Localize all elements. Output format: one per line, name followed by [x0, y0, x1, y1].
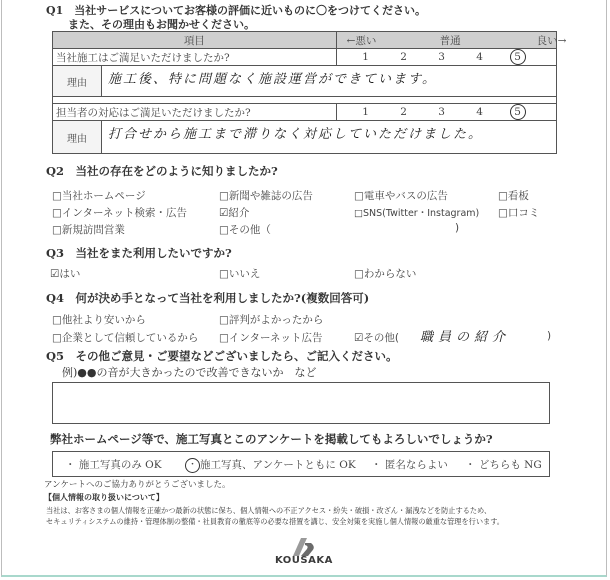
q4-other-close-paren: ): [547, 330, 552, 342]
scale-option[interactable]: 1: [362, 106, 369, 118]
checkbox-icon: □: [219, 332, 229, 344]
reason-field-2[interactable]: [102, 121, 557, 154]
option-label: 他社より安いから: [61, 314, 146, 326]
header-bad: ←悪い: [346, 35, 377, 47]
publish-option-photo-only[interactable]: [65, 457, 162, 472]
q4-title: Q4 何が決め手となって当社を利用しましたか?(複数回答可): [46, 291, 370, 305]
option-label: 評判がよかったから: [228, 314, 324, 326]
q2-option-word-of-mouth[interactable]: [498, 205, 539, 220]
q2-option-other[interactable]: [219, 222, 271, 237]
option-label: 施工写真、アンケートともに OK: [200, 459, 356, 471]
q5-title: Q5 その他ご意見・ご要望などございましたら、ご記入ください。: [46, 349, 398, 363]
q4-option-reputation[interactable]: [219, 312, 323, 327]
q3-title: Q3 当社をまた利用したいですか?: [46, 246, 232, 260]
publish-option-both[interactable]: [185, 457, 356, 473]
reason-label: 理由: [53, 66, 102, 97]
header-good: 良い→: [536, 35, 567, 47]
selected-circle: 5: [510, 104, 526, 120]
option-label: インターネット広告: [228, 332, 323, 344]
option-label: 企業として信頼しているから: [61, 332, 199, 344]
checkbox-icon: □: [52, 224, 62, 236]
checkbox-icon: □: [498, 190, 508, 202]
q5-example: 例)●●の音が大きかったので改善できないか など: [62, 366, 317, 379]
privacy-line-1: 当社は、お客さまの個人情報を正確かつ最新の状態に保ち、個人情報への不正アクセス・紛失・破損・改ざん・漏洩などを防止するため、: [46, 506, 492, 515]
scale-option[interactable]: 1: [362, 51, 369, 63]
option-label: その他（: [228, 224, 271, 236]
selected-circle: 5: [510, 49, 526, 65]
scale-option[interactable]: 3: [438, 106, 445, 118]
option-label: 匿名ならよい: [384, 459, 448, 471]
q4-option-cheaper[interactable]: [52, 312, 146, 327]
q2-other-close-paren: ): [455, 222, 460, 234]
option-label: インターネット検索・広告: [61, 207, 187, 219]
thanks-text: アンケートへのご協力ありがとうございました。: [44, 480, 231, 490]
rating-table: [52, 31, 567, 154]
scale-option-selected[interactable]: [499, 104, 537, 120]
scale-option[interactable]: 2: [400, 51, 407, 63]
checkbox-icon: □: [219, 190, 229, 202]
reason-field-1[interactable]: [102, 66, 557, 97]
checkbox-icon: □: [219, 268, 229, 280]
q2-option-newspaper[interactable]: [219, 188, 313, 203]
option-label: その他(: [363, 332, 400, 344]
q3-option-unsure[interactable]: [354, 266, 416, 281]
scale-option[interactable]: 3: [438, 51, 445, 63]
option-label: 看板: [507, 190, 529, 202]
checkbox-icon: □: [219, 314, 229, 326]
q1-subtitle: また、その理由もお聞かせください。: [68, 18, 255, 31]
q4-option-internet-ad[interactable]: [219, 330, 322, 345]
bullet-icon: ・: [465, 459, 476, 471]
option-label: どちらも NG: [478, 459, 542, 471]
row2-scale: [336, 104, 556, 121]
option-label: 新規訪問営業: [61, 224, 125, 236]
row1-scale: [336, 49, 556, 66]
q2-option-train-bus[interactable]: [354, 188, 448, 203]
option-label: 紹介: [228, 207, 250, 219]
kousaka-logo-mark-icon: [286, 537, 326, 557]
privacy-line-2: セキュリティシステムの維持・管理体制の整備・社員教育の徹底等の必要な措置を講じ、安全対策を実施し個人情報の厳重な管理を行います。: [46, 517, 504, 526]
q2-option-sns[interactable]: [354, 205, 479, 219]
reason-text-2: 打合せから施工まで滞りなく対応していただけました。: [108, 127, 484, 142]
option-label: いいえ: [228, 268, 261, 280]
reason-row-1: [53, 66, 557, 97]
option-label: 施工写真のみ OK: [78, 459, 162, 471]
spacer-row: [53, 97, 557, 104]
header-normal: 普通: [439, 35, 461, 47]
rating-header-row: [53, 32, 557, 49]
option-label: 新聞や雑誌の広告: [228, 190, 313, 202]
checkbox-icon: □: [52, 332, 62, 344]
rating-row-2: [53, 104, 557, 121]
checkbox-icon: □: [354, 190, 364, 202]
checkbox-icon: □: [498, 207, 508, 219]
row2-question: 担当者の対応はご満足いただけましたか?: [53, 104, 337, 121]
option-label: 電車やバスの広告: [363, 190, 448, 202]
q2-option-visit-sales[interactable]: [52, 222, 125, 237]
checkbox-icon: □: [52, 207, 62, 219]
header-scale: [336, 32, 567, 49]
checkbox-icon: □: [219, 224, 229, 236]
reason-row-2: [53, 121, 557, 154]
checkbox-checked-icon: ☑: [219, 207, 229, 219]
checkbox-icon: □: [354, 268, 364, 280]
scale-option-selected[interactable]: [499, 49, 537, 65]
selected-circle-icon: ・: [185, 458, 200, 473]
q2-option-homepage[interactable]: [52, 188, 146, 203]
privacy-heading: 【個人情報の取り扱いについて】: [44, 493, 164, 502]
q4-option-trust[interactable]: [52, 330, 198, 345]
q3-option-yes[interactable]: [50, 266, 80, 281]
bullet-icon: ・: [371, 459, 382, 471]
publish-option-neither[interactable]: [465, 457, 542, 472]
q3-option-no[interactable]: [219, 266, 260, 281]
q2-option-signboard[interactable]: [498, 188, 529, 203]
option-label: わからない: [363, 268, 417, 280]
q1-title: Q1 当社サービスについてお客様の評価に近いものに〇をつけてください。: [46, 4, 427, 17]
option-label: はい: [59, 268, 81, 280]
q4-option-other[interactable]: [354, 330, 399, 345]
reason-label: 理由: [53, 121, 102, 154]
publish-options-box: [52, 451, 550, 477]
option-label: SNS(Twitter・Instagram): [362, 208, 480, 219]
q4-other-handwritten[interactable]: 職員の紹介: [420, 330, 511, 345]
q2-title: Q2 当社の存在をどのように知りましたか?: [46, 164, 278, 178]
q2-option-referral[interactable]: [219, 205, 249, 220]
checkbox-checked-icon: ☑: [354, 332, 364, 344]
scale-option[interactable]: 4: [476, 106, 483, 118]
scale-option[interactable]: 4: [476, 51, 483, 63]
checkbox-icon: □: [52, 314, 62, 326]
option-label: 当社ホームページ: [61, 190, 146, 202]
publish-option-anonymous[interactable]: [371, 457, 448, 472]
checkbox-checked-icon: ☑: [50, 268, 60, 280]
checkbox-icon: □: [52, 190, 62, 202]
scale-option[interactable]: 2: [400, 106, 407, 118]
header-item: 項目: [53, 32, 337, 49]
row1-question: 当社施工はご満足いただけましたか?: [53, 49, 337, 66]
bullet-icon: ・: [65, 459, 76, 471]
reason-text-1: 施工後、特に問題なく施設運営ができています。: [108, 72, 437, 87]
rating-row-1: [53, 49, 557, 66]
q2-option-internet[interactable]: [52, 205, 187, 220]
option-label: 口コミ: [507, 207, 540, 219]
kousaka-logo-text: KOUSAKA: [275, 555, 333, 566]
publish-question: 弊社ホームページ等で、施工写真とこのアンケートを掲載してもよろしいでしょうか?: [50, 432, 493, 446]
checkbox-icon: □: [354, 208, 363, 219]
q5-answer-box[interactable]: [52, 382, 550, 424]
